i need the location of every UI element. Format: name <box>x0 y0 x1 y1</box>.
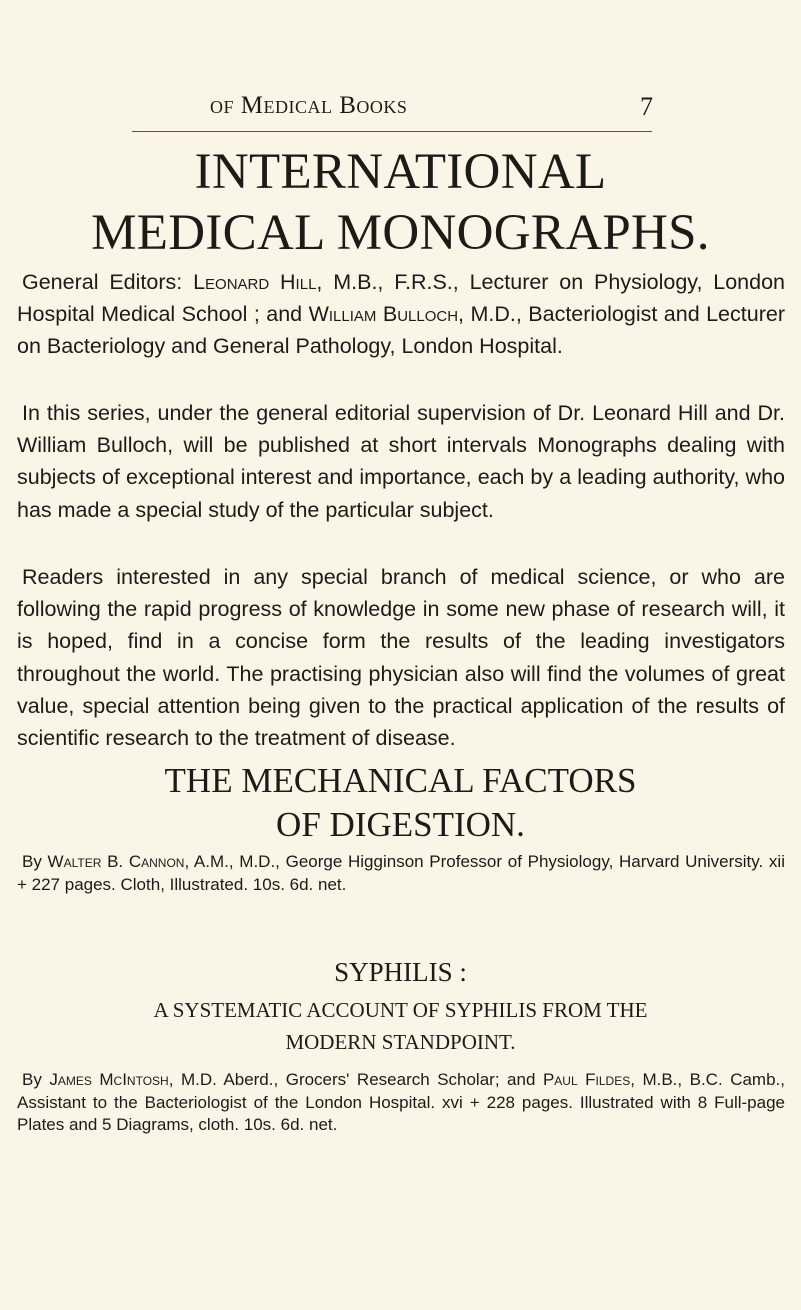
series-title-line-2: MEDICAL MONOGRAPHS. <box>91 205 710 261</box>
book-2-details: , M.B., B.C. Camb., Assistant to the Bacteriologist of the London Hospital. xvi + 228 pages. Illustrated with 8 Full-page Plates and 5 Diagrams, cloth. 10s. 6d. net. <box>17 1070 785 1134</box>
book-2-description <box>17 1069 785 1137</box>
book-1-description <box>17 851 785 896</box>
editors-label: General Editors: <box>22 270 183 294</box>
book-1-by: By <box>22 852 42 871</box>
editor-2-details: , M.D., Bacteriologist and Lecturer on Bacteriology and General Pathology, London Hospital. <box>17 302 785 359</box>
editor-1-details: , M.B., F.R.S., Lecturer on Physiology, London Hospital Medical School ; and <box>17 270 785 327</box>
series-description-paragraph-2: Readers interested in any special branch of medical science, or who are following the rapid progress of knowledge in some new phase of research will, it is hoped, find in a concise form the results of the leading investigators throughout the world. The practising physician also will find the volumes of great value, special attention being given to the practical application of the results of scientific research to the treatment of disease. <box>17 565 785 751</box>
series-title-line-1: INTERNATIONAL <box>194 144 607 200</box>
page-number: 7 <box>640 92 653 121</box>
book-1-author: Walter B. Cannon <box>47 852 185 871</box>
book-2-author-1: James McIntosh <box>49 1070 169 1089</box>
book-2-subtitle-line-1: A SYSTEMATIC ACCOUNT OF SYPHILIS FROM THE <box>153 998 648 1022</box>
header-rule <box>132 131 652 132</box>
book-1-title-line-2: OF DIGESTION. <box>276 805 525 844</box>
running-head-title: of Medical Books <box>210 92 408 119</box>
book-1-details: , A.M., M.D., George Higginson Professor of Physiology, Harvard University. xii + 227 pages. Cloth, Illustrated. 10s. 6d. net. <box>17 852 785 894</box>
book-2-by: By <box>22 1070 42 1089</box>
book-2-title: SYPHILIS : <box>334 957 467 987</box>
book-2-author-2: Paul Fildes <box>542 1070 631 1089</box>
book-1-title <box>0 759 801 847</box>
editors-paragraph <box>17 266 785 363</box>
book-1-title-line-1: THE MECHANICAL FACTORS <box>164 761 637 800</box>
book-2-subtitle <box>0 994 801 1058</box>
series-title <box>0 142 801 264</box>
running-head <box>0 92 801 132</box>
editor-1-name: Leonard Hill <box>193 270 317 294</box>
series-description-paragraph-1: In this series, under the general editorial supervision of Dr. Leonard Hill and Dr. William Bulloch, will be published at short intervals Monographs dealing with subjects of exceptional interest and importance, each by a leading authority, who has made a special study of the particular subject. <box>17 401 785 522</box>
book-2-details-mid: , M.D. Aberd., Grocers' Research Scholar; and <box>168 1070 536 1089</box>
editor-2-name: William Bulloch <box>308 302 459 327</box>
book-2-subtitle-line-2: MODERN STANDPOINT. <box>285 1030 516 1054</box>
